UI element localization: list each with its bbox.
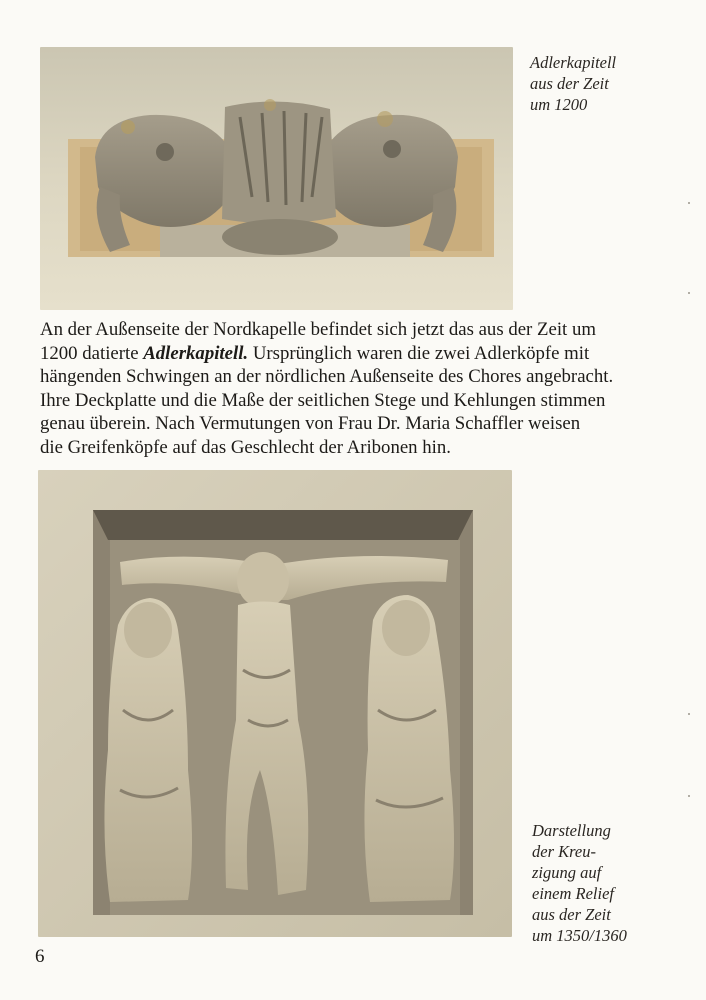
body-fragment: 1200 datierte xyxy=(40,342,144,364)
caption-line: einem Relief xyxy=(532,884,615,903)
caption-line: Adlerkapitell xyxy=(530,53,617,72)
caption-line: um 1200 xyxy=(530,95,588,114)
caption-line: aus der Zeit xyxy=(532,905,611,924)
caption-line: aus der Zeit xyxy=(530,74,609,93)
caption-line: um 1350/1360 xyxy=(532,926,627,945)
caption-line: zigung auf xyxy=(532,863,602,882)
caption-line: der Kreu- xyxy=(532,842,597,861)
body-paragraph xyxy=(40,318,650,460)
scan-speck xyxy=(688,713,690,715)
body-line xyxy=(40,342,650,366)
crucifixion-relief-photo xyxy=(38,470,512,937)
eagle-capital-caption xyxy=(530,52,616,115)
page-number: 6 xyxy=(35,946,45,967)
body-line: Ihre Deckplatte und die Maße der seitlichen Stege und Kehlungen stimmen xyxy=(40,389,606,411)
scan-speck xyxy=(688,292,690,294)
highlighted-term: Adlerkapitell. xyxy=(143,342,249,364)
scan-speck xyxy=(688,202,690,204)
body-line: hängenden Schwingen an der nördlichen Außenseite des Chores angebracht. xyxy=(40,366,614,388)
scan-speck xyxy=(688,795,690,797)
eagle-capital-photo xyxy=(40,47,513,310)
body-line: die Greifenköpfe auf das Geschlecht der Aribonen hin. xyxy=(40,436,451,458)
caption-line: Darstellung xyxy=(532,821,611,840)
body-fragment: Ursprünglich waren die zwei Adlerköpfe mit xyxy=(248,342,590,364)
crucifixion-caption xyxy=(532,820,627,946)
body-line: genau überein. Nach Vermutungen von Frau Dr. Maria Schaffler weisen xyxy=(40,413,581,435)
body-line: An der Außenseite der Nordkapelle befindet sich jetzt das aus der Zeit um xyxy=(40,319,596,340)
